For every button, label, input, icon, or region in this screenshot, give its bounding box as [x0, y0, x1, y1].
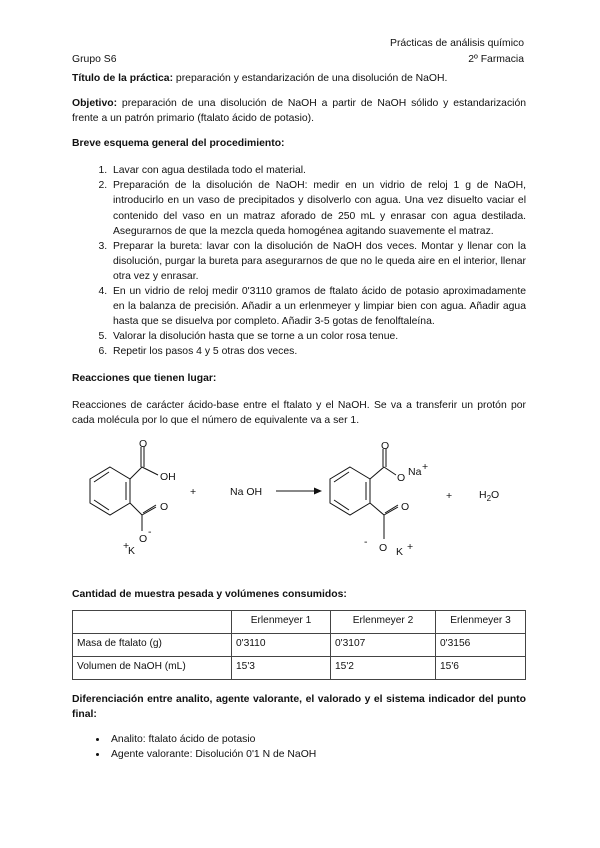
- procedure-step-1: 1. Lavar con agua destilada todo el material.: [110, 163, 526, 178]
- procedure-heading: Breve esquema general del procedimiento:: [72, 138, 285, 150]
- reaction-arrow-head: [314, 487, 322, 494]
- table-row: [73, 656, 526, 679]
- table-header-cell: [73, 610, 232, 633]
- list-item: • Agente valorante: Disolución 0'1 N de NaOH: [108, 747, 526, 762]
- table-cell: 0'3107: [331, 633, 436, 656]
- product-minus: -: [364, 535, 368, 548]
- course-name: Prácticas de análisis químico: [390, 38, 524, 49]
- table-cell: Volumen de NaOH (mL): [73, 656, 232, 679]
- product-na-charge: +: [422, 460, 429, 473]
- reagent-naoh: Na OH: [230, 485, 263, 498]
- practice-title-text: preparación y estandarización de una disolución de NaOH.: [173, 73, 448, 84]
- procedure-list: [72, 163, 526, 359]
- phthalate-product-structure: [330, 449, 398, 539]
- water-h: H: [479, 488, 487, 501]
- water-o: O: [491, 488, 500, 501]
- reactant-o-minus: O: [139, 532, 148, 545]
- table-cell: Masa de ftalato (g): [73, 633, 232, 656]
- product-o-minus-bottom: O: [379, 541, 388, 554]
- objective: [72, 96, 526, 126]
- product-k: K: [396, 545, 404, 558]
- reaction-scheme: [72, 439, 526, 579]
- reactant-negative-charge: -: [148, 525, 152, 538]
- reactant-o-top: O: [139, 438, 148, 450]
- product-o-side: O: [401, 500, 410, 513]
- page-header-right: [390, 36, 524, 68]
- practice-title: [72, 71, 526, 86]
- differentiation-heading: Diferenciación entre analito, agente valorante, el valorado y el sistema indicador del punto final:: [72, 693, 526, 720]
- water-subscript: 2: [486, 493, 492, 503]
- table-header-cell: Erlenmeyer 2: [331, 610, 436, 633]
- water-molecule: [479, 489, 499, 503]
- reactant-cation-charge: +: [123, 539, 130, 552]
- table-header-cell: Erlenmeyer 3: [436, 610, 526, 633]
- table-cell: 15'6: [436, 656, 526, 679]
- product-k-charge: +: [407, 540, 414, 553]
- procedure-step-4: 4. En un vidrio de reloj medir 0'3110 gramos de ftalato ácido de potasio aproximadamente en la balanza de precisión. Añadir a un erlenmeyer y limpiar bien con agua. Añadir agua hasta que se disuelva por completo. Añadir 3-5 gotas de fenolftaleína.: [110, 284, 526, 329]
- procedure-step-6: 6. Repetir los pasos 4 y 5 otras dos veces.: [110, 344, 526, 359]
- reactant-o-side: O: [160, 500, 169, 513]
- procedure-step-3: 3. Preparar la bureta: lavar con la disolución de NaOH dos veces. Montar y llenar con la disolución, purgar la bureta para asegurarnos de que no le queda aire en el interior, llenar otra vez y enrasar.: [110, 239, 526, 284]
- list-item: • Analito: ftalato ácido de potasio: [108, 732, 526, 747]
- group-name: Grupo S6: [72, 54, 117, 65]
- table-row: [73, 633, 526, 656]
- objective-text: preparación de una disolución de NaOH a partir de NaOH sólido y estandarización frente a un patrón primario (ftalato ácido de potasio).: [72, 98, 526, 125]
- plus-sign-2: +: [446, 489, 453, 502]
- measurements-heading: Cantidad de muestra pesada y volúmenes consumidos:: [72, 588, 347, 600]
- procedure-step-5: 5. Valorar la disolución hasta que se torne a un color rosa tenue.: [110, 329, 526, 344]
- procedure-step-2: 2. Preparación de la disolución de NaOH: medir en un vidrio de reloj 1 g de NaOH, introducirlo en un vaso de precipitados y disolverlo con agua. Una vez disuelto vaciar el contenido del vaso en un matraz aforado de 250 mL y enrasar con agua destilada. Asegurarnos de que la mezcla queda homogénea agitando suavemente el matraz.: [110, 178, 526, 238]
- table-cell: 15'2: [331, 656, 436, 679]
- differentiation-list: [72, 732, 526, 762]
- plus-sign-1: +: [190, 485, 197, 498]
- table-cell: 0'3110: [232, 633, 331, 656]
- reactions-heading: Reacciones que tienen lugar:: [72, 373, 217, 385]
- product-na: Na: [408, 465, 422, 478]
- reaction-scheme-drawing: [66, 439, 526, 579]
- product-o-minus-top: O: [397, 471, 406, 484]
- objective-label: Objetivo:: [72, 98, 118, 110]
- degree-name: 2º Farmacia: [468, 54, 524, 66]
- reactant-oh: OH: [160, 470, 176, 483]
- measurements-table: [72, 610, 526, 680]
- table-cell: 0'3156: [436, 633, 526, 656]
- reactions-text: Reacciones de carácter ácido-base entre el ftalato y el NaOH. Se va a transferir un protón por cada molécula por lo que el número de equivalente va a ser 1.: [72, 400, 526, 427]
- phthalate-reactant-structure: [90, 447, 158, 531]
- document-body: [72, 71, 526, 762]
- product-o-top: O: [381, 439, 390, 452]
- reactant-cation: K: [128, 544, 136, 557]
- practice-title-label: Título de la práctica:: [72, 73, 174, 84]
- table-cell: 15'3: [232, 656, 331, 679]
- table-header-row: [73, 610, 526, 633]
- table-header-cell: Erlenmeyer 1: [232, 610, 331, 633]
